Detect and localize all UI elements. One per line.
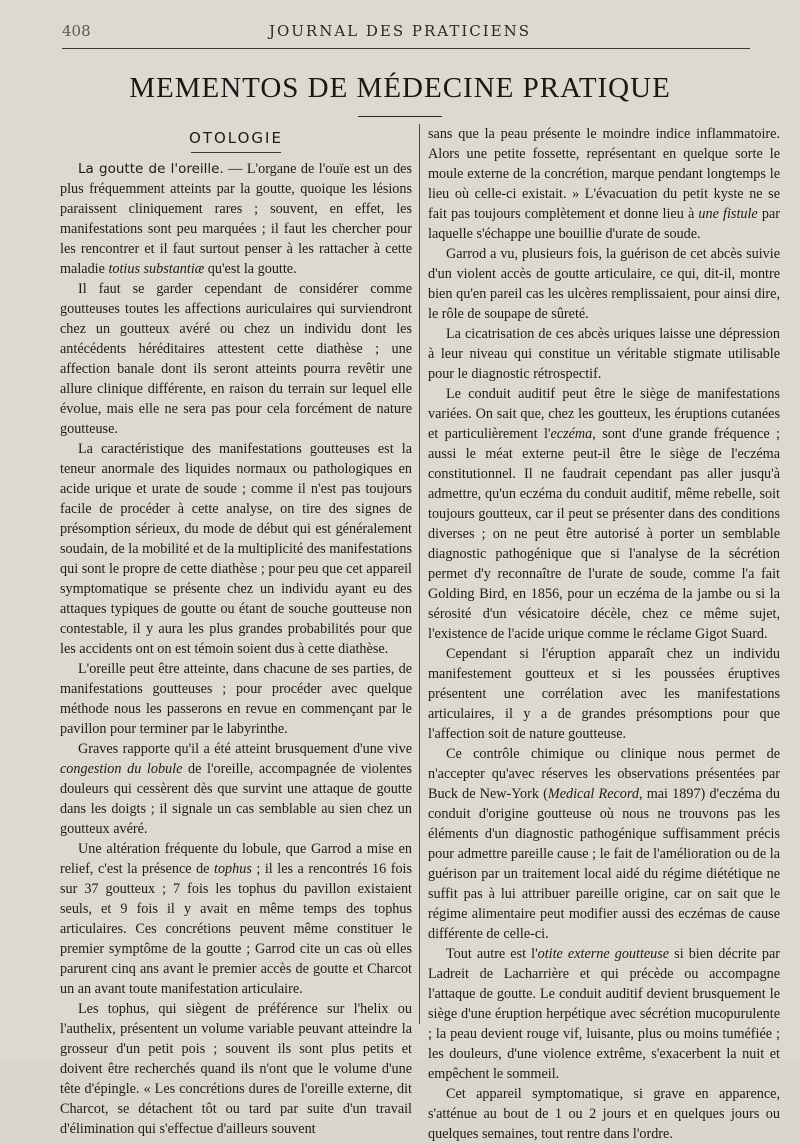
text-run: Tout autre est l' bbox=[446, 946, 538, 962]
lead-in: La goutte de l'oreille. bbox=[78, 161, 224, 177]
paragraph: Il faut se garder cependant de considérer comme goutteuses toutes les affections auriculaires qui surviendront chez un goutteux avéré ou chez un individu dont les antécédents héréditaires attestent cette diathèse ; une affection banale dont ils seront atteints pourra revêtir une allure clinique différente, en raison du terrain sur lequel elle évolue, mais elle ne sera pas pour cela forcément de nature goutteuse. bbox=[60, 281, 412, 437]
italic-run: congestion du lobule bbox=[60, 761, 183, 777]
text-run: par laquelle s'échappe une bouillie d'urate de soude. bbox=[428, 206, 781, 242]
text-run: sans que la peau présente le moindre indice inflammatoire. Alors une petite fossette, représentant en quelque sorte le moule externe de la concrétion, marque pendant longtemps le lieu où celle-ci existait. » L'évacuation du petit kyste ne se fait pas toujours complètement et donne lieu à bbox=[428, 126, 780, 222]
text-run: Le conduit auditif peut être le siège de manifestations variées. On sait que, chez les goutteux, les éruptions cutanées et particulièrement l' bbox=[428, 386, 780, 442]
paragraph: Les tophus, qui siègent de préférence sur l'helix ou l'authelix, présentent un volume variable peuvant atteindre la grosseur d'un petit pois ; souvent ils sont plus petits et doivent être recherchés quand ils n'ont que le volume d'une tête d'épingle. « Les concrétions dures de l'oreille externe, dit Charcot, se détachent tôt ou tard par suite d'un travail d'élimination qui s'effectue d'ailleurs souvent bbox=[60, 1001, 412, 1137]
text-run: , sont d'une grande fréquence ; aussi le méat externe peut-il être le siège de l'eczéma constitutionnel. Il ne faudrait cependant pas aller jusqu'à admettre, qu'un eczéma du conduit auditif, même rebelle, soit toujours goutteux, car il peut se présenter dans des conditions diverses ; on ne peut être autorisé à porter un semblable diagnostic pathogénique que si l'analyse de la sécrétion permet d'y reconnaître de l'urate de soude, comme l'a fait Golding Bird, en 1856, pour un eczéma de la jambe ou si la sérosité d'un vésicatoire décèle, chez ce même sujet, l'existence de l'acide urique comme le réclame Gigot Suard. bbox=[428, 426, 780, 642]
left-column bbox=[60, 124, 412, 1139]
text-run: , mai 1897) d'eczéma du conduit d'origine goutteuse où nous ne trouvons pas les éléments d'un diagnostic pathogénique suffisamment précis pour admettre pareille cause ; le fait de l'amélioration ou de la guérison par un traitement local aidé du régime diététique ne suffit pas à lui attribuer pareille origine, car on sait que le régime alimentaire peut modifier aussi des eczémas de cause différente de celle-ci. bbox=[428, 786, 780, 942]
italic-run: eczéma bbox=[550, 426, 593, 442]
text-run: si bien décrite par Ladreit de Lacharrière et qui précède ou accompagne l'attaque de goutte. Le conduit auditif devient brusquement le siège d'une éruption herpétique avec sécrétion mucopurulente ; la peau devient rouge vif, luisante, plus ou moins tuméfiée ; les douleurs, d'une violence extrême, s'exacerbent la nuit et empêchent le sommeil. bbox=[428, 946, 780, 1082]
italic-run: totius substantiæ bbox=[108, 261, 205, 277]
paragraph bbox=[428, 944, 780, 1084]
text-run: Ce contrôle chimique ou clinique nous permet de n'accepter qu'avec réserves les observations présentées par Buck de New-York ( bbox=[428, 746, 780, 802]
text-run: de l'oreille, accompagnée de violentes douleurs qui cessèrent dès que survint une attaque de goutte dans les doigts ; il signale un cas semblable au sien chez un goutteux avéré. bbox=[60, 761, 412, 837]
text-run: Une altération fréquente du lobule, que Garrod a mise en relief, c'est la présence de bbox=[60, 841, 412, 877]
paragraph: La caractéristique des manifestations goutteuses est la teneur anormale des liquides normaux ou pathologiques en acide urique et urate de soude ; comme il n'est pas toujours facile de procéder à cette analyse, on tire des signes de présomption sérieux, du mode de début qui est généralement soudain, de la mobilité et de la multiplicité des manifestations qui sont le propre de cette diathèse ; pour peu que cet appareil symptomatique se présente chez un individu ayant eu des attaques typiques de goutte ou étant de souche goutteuse non contestable, il y aura les plus grandes probabilités pour que les accidents ont on est témoin soient dus à cette diathèse. bbox=[60, 441, 412, 657]
page-title: MEMENTOS DE MÉDECINE PRATIQUE bbox=[129, 72, 671, 104]
paragraph: L'oreille peut être atteinte, dans chacune de ses parties, de manifestations goutteuses ; pour procéder avec quelque méthode nous les passerons en revue en commençant par le pavillon pour terminer par le labyrinthe. bbox=[60, 661, 412, 737]
text-run: Graves rapporte qu'il a été atteint brusquement d'une vive bbox=[78, 741, 412, 757]
paragraph bbox=[428, 384, 780, 644]
running-head: JOURNAL DES PRATICIENS bbox=[268, 22, 532, 40]
paragraph: Cependant si l'éruption apparaît chez un individu manifestement goutteux et si les poussées éruptives présentent une corrélation avec les manifestations articulaires, il y a de grandes présomptions pour que l'affection soit de nature goutteuse. bbox=[428, 646, 780, 742]
paragraph bbox=[60, 739, 412, 839]
italic-run: tophus bbox=[214, 861, 252, 877]
italic-run: une fistule bbox=[698, 206, 758, 222]
paragraph: Garrod a vu, plusieurs fois, la guérison de cet abcès suivie d'un violent accès de goutte articulaire, ce qui, dit-il, montre bien qu'en pareil cas les ulcères remplissaient, pour ainsi dire, le rôle de soupape de sûreté. bbox=[428, 246, 780, 322]
section-heading: OTOLOGIE bbox=[189, 129, 283, 147]
text-run: ; il les a rencontrés 16 fois sur 37 goutteux ; 7 fois les tophus du pavillon existaient seuls, et 9 fois il y avait en même temps des tophus articulaires. Ces concrétions peuvent même constituer le premier symptôme de la goutte ; Garrod cite un cas où elles parurent cinq ans avant le premier accès de goutte et Charcot un an avant toute manifestation articulaire. bbox=[60, 861, 412, 997]
header-rule bbox=[62, 48, 750, 49]
title-rule bbox=[358, 116, 442, 117]
text-run: — L'organe de l'ouïe est un des plus fréquemment atteints par la goutte, quoique les lésions paraissent cliniquement rares ; souvent, en effet, les manifestations sont peu marquées ; il faut les chercher pour les rencontrer et il faut surtout penser à les rattacher à cette maladie bbox=[60, 161, 412, 277]
paragraph bbox=[428, 124, 780, 244]
paragraph: La cicatrisation de ces abcès uriques laisse une dépression à leur niveau qui constitue un véritable stigmate utilisable pour le diagnostic rétrospectif. bbox=[428, 326, 780, 382]
paragraph: Cet appareil symptomatique, si grave en apparence, s'atténue au bout de 1 ou 2 jours et en quelques jours ou quelques semaines, tout rentre dans l'ordre. bbox=[428, 1086, 780, 1142]
paragraph bbox=[60, 159, 412, 279]
right-column bbox=[428, 124, 780, 1144]
section-rule bbox=[191, 152, 281, 153]
paragraph bbox=[60, 839, 412, 999]
column-divider bbox=[419, 124, 420, 1024]
text-run: qu'est la goutte. bbox=[204, 261, 297, 277]
page-number: 408 bbox=[62, 22, 91, 40]
italic-run: Medical Record bbox=[547, 786, 639, 802]
italic-run: otite externe goutteuse bbox=[537, 946, 670, 962]
paragraph bbox=[428, 744, 780, 944]
